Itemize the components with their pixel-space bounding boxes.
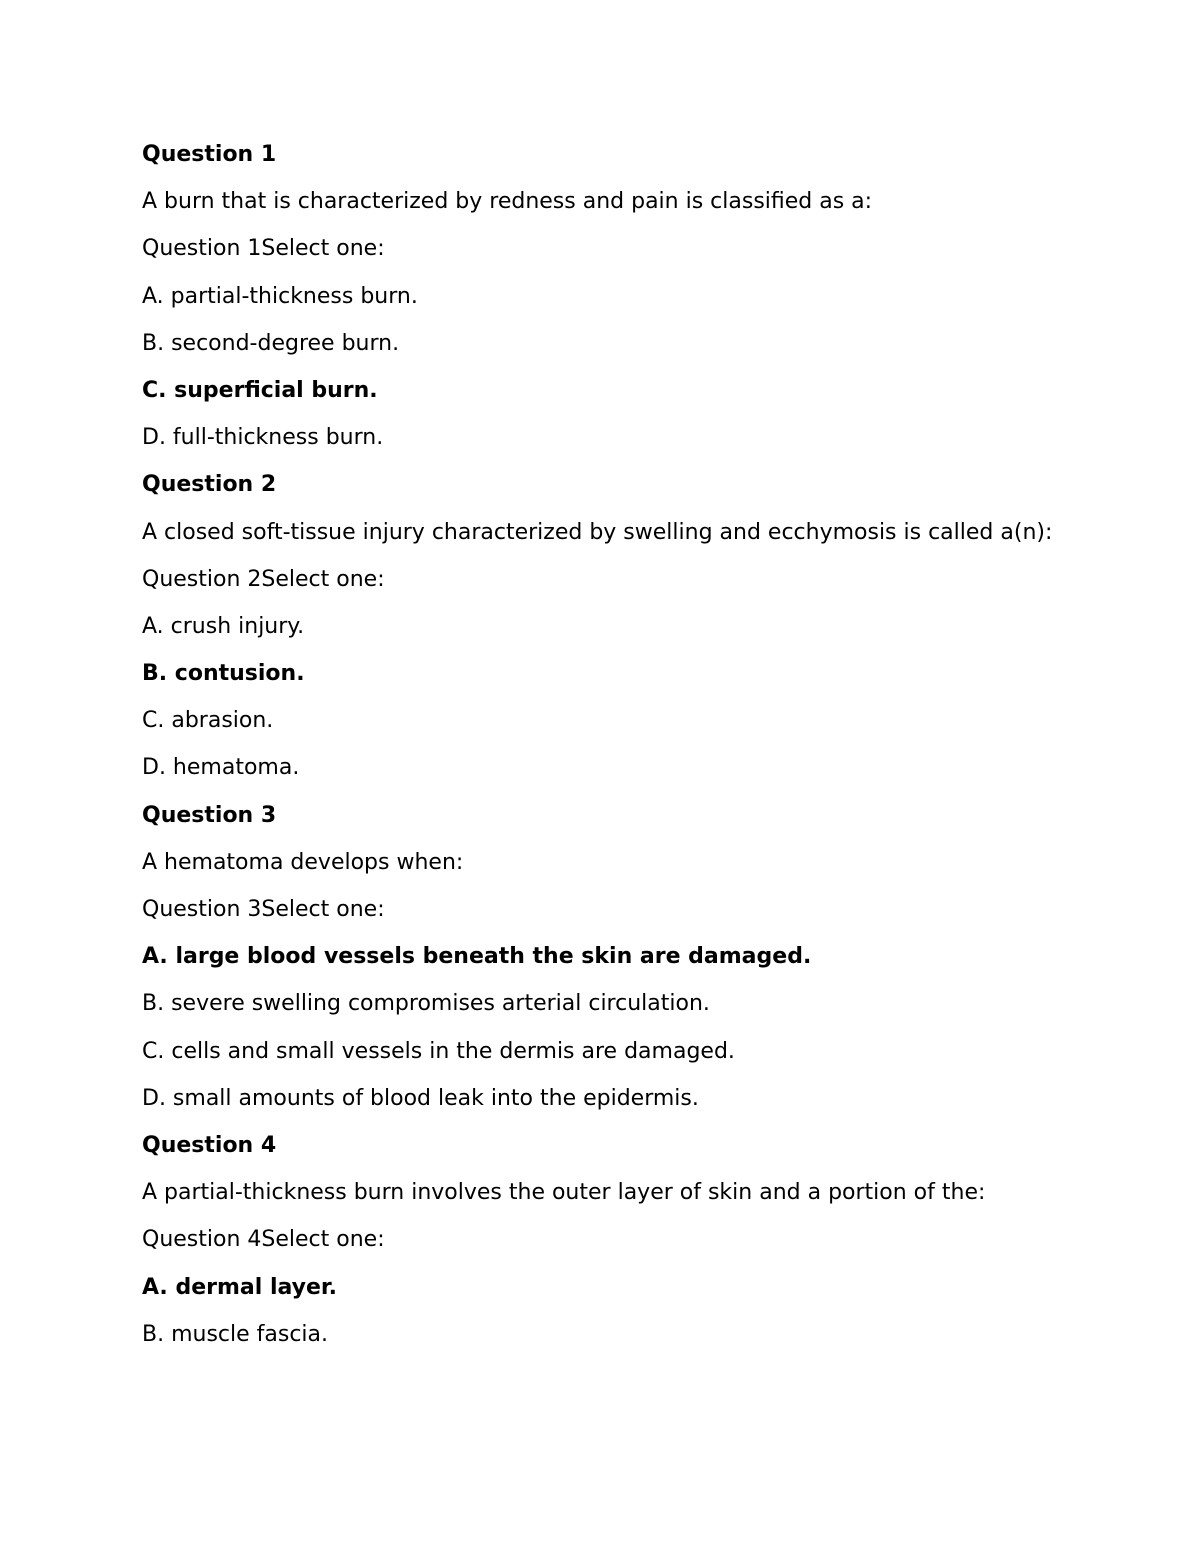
answer-option: A. crush injury. (142, 613, 305, 639)
answer-option: D. full-thickness burn. (142, 425, 384, 451)
question-prompt: A closed soft-tissue injury characterized by swelling and ecchymosis is called a(n): (142, 519, 1053, 545)
select-label: Question 3Select one: (142, 897, 385, 922)
select-label: Question 1Select one: (142, 236, 385, 262)
answer-option-correct: A. dermal layer. (142, 1274, 337, 1300)
answer-option: B. second-degree burn. (142, 330, 400, 356)
answer-option: D. hematoma. (142, 755, 300, 781)
document-page (142, 139, 1072, 1366)
question-block (142, 800, 1072, 1115)
answer-option: C. abrasion. (142, 708, 274, 734)
question-block (142, 469, 1072, 784)
question-block (142, 139, 1072, 454)
question-prompt: A hematoma develops when: (142, 849, 464, 875)
question-heading: Question 4 (142, 1132, 277, 1158)
answer-option: D. small amounts of blood leak into the epidermis. (142, 1085, 699, 1111)
answer-option: B. severe swelling compromises arterial circulation. (142, 991, 710, 1017)
answer-option: A. partial-thickness burn. (142, 283, 418, 309)
answer-option: C. cells and small vessels in the dermis are damaged. (142, 1038, 735, 1064)
question-prompt: A partial-thickness burn involves the outer layer of skin and a portion of the: (142, 1180, 986, 1206)
select-label: Question 2Select one: (142, 566, 385, 592)
question-prompt: A burn that is characterized by redness and pain is classified as a: (142, 189, 873, 215)
question-block (142, 1130, 1072, 1351)
answer-option: B. muscle fascia. (142, 1321, 329, 1347)
answer-option-correct: B. contusion. (142, 661, 305, 687)
question-heading: Question 3 (142, 802, 277, 828)
answer-option-correct: C. superficial burn. (142, 377, 378, 403)
select-label: Question 4Select one: (142, 1227, 385, 1253)
question-heading: Question 1 (142, 142, 277, 167)
answer-option-correct: A. large blood vessels beneath the skin are damaged. (142, 944, 812, 970)
question-heading: Question 2 (142, 472, 277, 498)
